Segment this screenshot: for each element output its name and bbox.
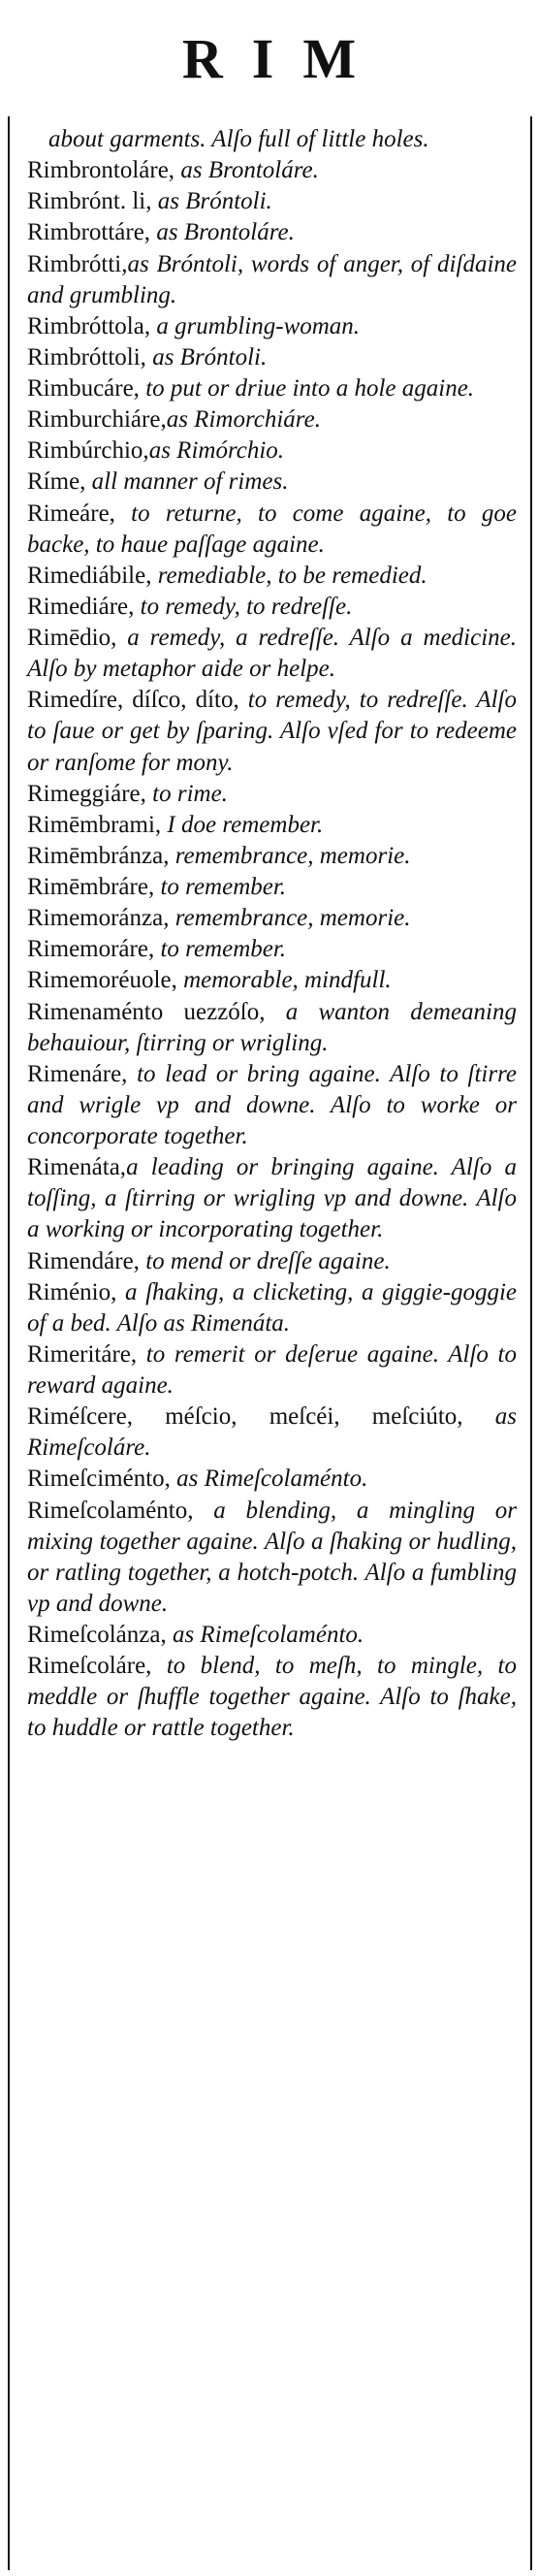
dictionary-entry: [8, 997, 517, 1059]
entry-headword: Rimeáre,: [27, 499, 115, 527]
dictionary-entry: [8, 1620, 517, 1651]
entry-headword: Rimemoráre,: [27, 936, 155, 963]
page-header: [0, 0, 538, 107]
dictionary-entry: [8, 217, 517, 248]
entry-definition: to returne, to come againe, to goe backe, to haue paſſage againe.: [27, 499, 517, 558]
entry-definition: to remedy, to redreſſe. Alſo to ſaue or get by ſparing. Alſo vſed for to redeeme or ranſome for mony.: [27, 687, 517, 776]
entry-headword: Rimēmbráre,: [27, 874, 155, 900]
entry-headword: Rimedíre, díſco, díto,: [27, 687, 239, 714]
dictionary-entry: [8, 810, 517, 841]
dictionary-entry: [8, 1651, 517, 1744]
entry-definition: all manner of rimes.: [85, 468, 289, 496]
entry-definition: as Brontoláre.: [174, 157, 319, 184]
entry-definition: as Rimórchio.: [148, 437, 285, 465]
entry-definition: to put or driue into a hole againe.: [139, 375, 475, 402]
entry-definition: to remerit or deſerue againe. Alſo to reward againe.: [27, 1340, 517, 1399]
entry-headword: Rimemoréuole,: [27, 967, 177, 994]
dictionary-entry: [8, 342, 517, 373]
dictionary-entry: [8, 623, 517, 685]
dictionary-entry: [8, 373, 517, 404]
dictionary-entry: [8, 1246, 517, 1277]
entry-headword: Rimendáre,: [27, 1247, 140, 1274]
dictionary-entry: [8, 249, 517, 311]
dictionary-entry: [8, 467, 517, 498]
dictionary-entry: [8, 965, 517, 996]
entry-definition: a blending, a mingling or mixing together againe. Alſo a ſhaking or hudling, or ratling together, a hotch-potch. Alſo a fumbling vp and downe.: [27, 1497, 517, 1617]
dictionary-entry: [8, 1152, 517, 1245]
entry-headword: Rimbróttoli,: [27, 343, 146, 370]
dictionary-entry: [8, 592, 517, 623]
dictionary-entry: [8, 1464, 517, 1495]
dictionary-entry: [27, 124, 517, 155]
entry-definition: a remedy, a redreſſe. Alſo a medicine. Alſo by metaphor aide or helpe.: [27, 625, 517, 683]
entry-definition: to mend or dreſſe againe.: [139, 1247, 391, 1274]
entry-headword: Rimeſcoláre,: [27, 1653, 152, 1680]
dictionary-entry: [8, 779, 517, 810]
entry-definition: to remedy, to redreſſe.: [134, 593, 353, 620]
dictionary-entry: [8, 685, 517, 778]
entry-definition: to remember.: [154, 874, 287, 900]
entry-definition: as Bróntoli, words of anger, of diſdaine and grumbling.: [27, 250, 517, 308]
dictionary-entry: [8, 1401, 517, 1464]
running-head: RIM: [181, 26, 386, 90]
entry-definition: to blend, to meſh, to mingle, to meddle or ſhuffle together againe. Alſo to ſhake, to huddle or rattle together.: [27, 1653, 517, 1742]
entry-headword: Rimbúrchio,: [27, 437, 149, 465]
dictionary-entry: [8, 404, 517, 435]
entry-headword: Riménio,: [27, 1278, 117, 1305]
entry-headword: Rimbrónt. li,: [27, 188, 152, 215]
dictionary-entry: [8, 435, 517, 467]
entry-headword: Rimbucáre,: [27, 375, 140, 402]
entry-headword: Rimbrottáre,: [27, 219, 151, 246]
entry-headword: Rimeſciménto,: [27, 1465, 171, 1493]
entry-headword: Rimediábile,: [27, 562, 152, 589]
dictionary-entry: [8, 186, 517, 217]
dictionary-entry: [8, 499, 517, 561]
entry-headword: Rimemoránza,: [27, 905, 170, 932]
entry-definition: to lead or bring againe. Alſo to ſtirre and wrigle vp and downe. Alſo to worke or concorporate together.: [27, 1060, 517, 1149]
dictionary-entry: [8, 841, 517, 872]
entry-headword: Rimbróttola,: [27, 312, 151, 339]
entry-headword: Ríme,: [27, 468, 86, 496]
entry-definition: to rime.: [145, 780, 228, 807]
entry-list: [10, 116, 530, 1745]
entry-definition: as Rimeſcoláre.: [27, 1403, 518, 1462]
entry-headword: Rimburchiáre,: [27, 406, 167, 434]
dictionary-entry: [8, 1277, 517, 1339]
entry-headword: Rimeſcolaménto,: [27, 1497, 194, 1524]
entry-definition: I doe remember.: [161, 811, 324, 838]
entry-definition: as Bróntoli.: [145, 343, 268, 370]
entry-definition: a ſhaking, a clicketing, a giggie-goggie of a bed. Alſo as Rimenáta.: [27, 1278, 517, 1336]
entry-headword: Rimbrótti,: [27, 250, 128, 277]
entry-definition: a leading or bringing againe. Alſo a toſſing, a ſtirring or wrigling vp and downe. Alſo a working or incorporating together.: [27, 1154, 517, 1243]
dictionary-column: [8, 116, 532, 2570]
entry-headword: Riméſcere, méſcio, meſcéi, meſciúto,: [27, 1403, 463, 1431]
dictionary-entry: [8, 872, 517, 903]
entry-definition: about garments. Alſo full of little holes.: [48, 126, 429, 152]
entry-definition: as Rimeſcolaménto.: [166, 1622, 364, 1648]
dictionary-entry: [8, 155, 517, 186]
entry-definition: as Rimorchiáre.: [166, 406, 321, 434]
dictionary-entry: [8, 1059, 517, 1152]
dictionary-entry: [8, 934, 517, 965]
entry-headword: Rimeggiáre,: [27, 780, 146, 807]
entry-definition: as Bróntoli.: [151, 188, 272, 215]
entry-headword: Rimenáre,: [27, 1060, 128, 1087]
entry-definition: to remember.: [154, 936, 287, 963]
entry-definition: remediable, to be remedied.: [151, 562, 427, 589]
entry-headword: Rimēmbránza,: [27, 842, 170, 869]
entry-definition: as Rimeſcolaménto.: [170, 1465, 368, 1493]
dictionary-entry: [8, 1496, 517, 1621]
entry-headword: Rimēmbrami,: [27, 811, 162, 838]
entry-headword: Rimediáre,: [27, 593, 135, 620]
entry-headword: Rimbrontoláre,: [27, 157, 175, 184]
entry-definition: a grumbling-woman.: [150, 312, 361, 339]
entry-definition: memorable, mindfull.: [176, 967, 392, 994]
dictionary-entry: [8, 903, 517, 934]
entry-definition: as Brontoláre.: [150, 219, 295, 246]
dictionary-entry: [8, 561, 517, 592]
entry-definition: remembrance, memorie.: [169, 905, 411, 932]
dictionary-entry: [8, 1339, 517, 1401]
entry-headword: Rimeritáre,: [27, 1340, 138, 1368]
dictionary-entry: [8, 311, 517, 342]
entry-headword: Rimēdio,: [27, 625, 117, 651]
entry-headword: Rimenaménto uezzóſo,: [27, 998, 266, 1025]
entry-definition: a wanton demeaning behauiour, ſtirring or wrigling.: [27, 998, 517, 1056]
entry-definition: remembrance, memorie.: [169, 842, 411, 869]
entry-headword: Rimeſcolánza,: [27, 1622, 167, 1648]
entry-headword: Rimenáta,: [27, 1154, 127, 1181]
